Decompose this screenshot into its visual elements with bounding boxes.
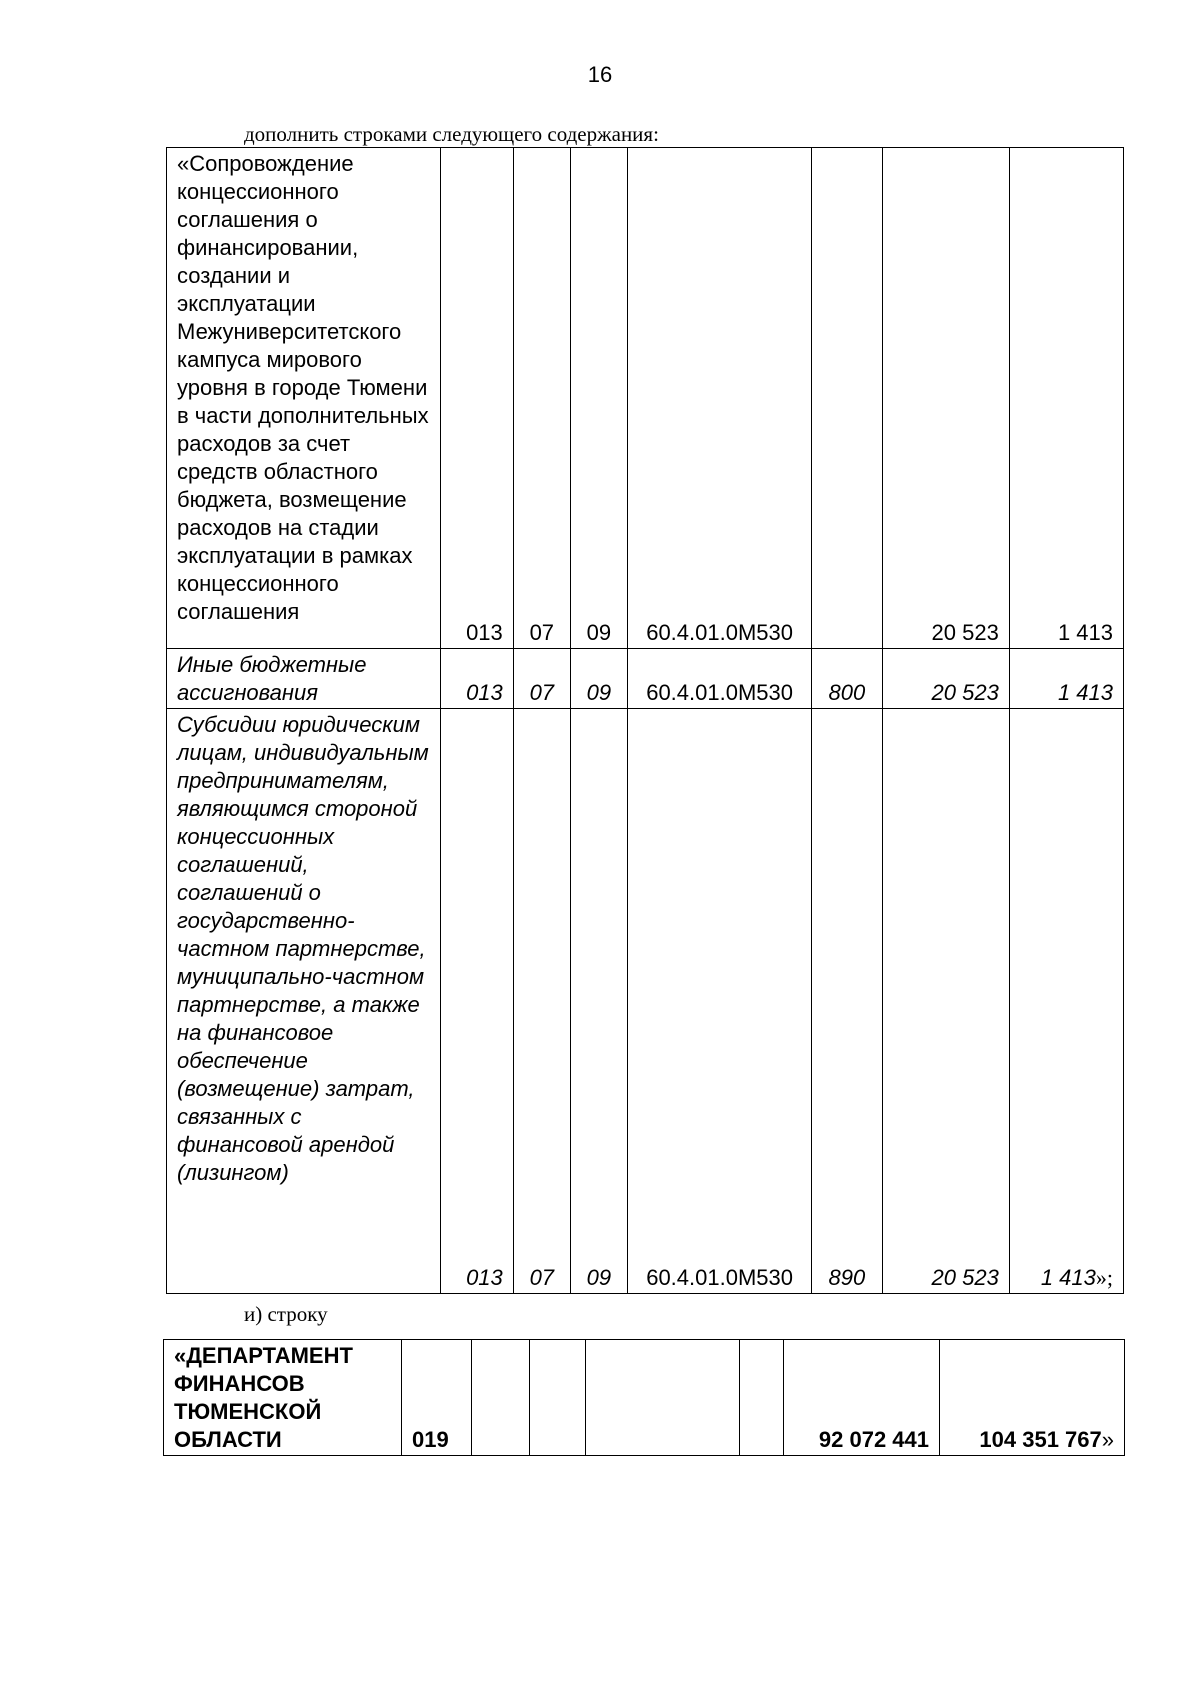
row-name: Иные бюджетные ассигнования [167, 649, 441, 709]
ministry-code: 013 [441, 148, 513, 649]
subsection-code: 09 [570, 649, 627, 709]
ministry-code: 013 [441, 649, 513, 709]
department-name: «ДЕПАРТАМЕНТ ФИНАНСОВ ТЮМЕНСКОЙ ОБЛАСТИ [164, 1340, 402, 1456]
amount-1: 20 523 [882, 709, 1009, 1294]
department-table [163, 1339, 1125, 1456]
budget-rows-table [166, 147, 1124, 1294]
amount-2: 1 413»; [1009, 709, 1123, 1294]
section-code [472, 1340, 530, 1456]
subsection-code [530, 1340, 586, 1456]
table-row [167, 709, 1124, 1294]
subsection-code: 09 [570, 148, 627, 649]
section-code: 07 [513, 709, 570, 1294]
amount-2: 1 413 [1009, 148, 1123, 649]
row-name: Субсидии юридическим лицам, индивидуальным предпринимателям, являющимся стороной концессионных соглашений, соглашений о государственно-частном партнерстве, муниципально-частном партнерстве, а также на финансовое обеспечение (возмещение) затрат, связанных с финансовой арендой (лизингом) [167, 709, 441, 1294]
section-code: 07 [513, 148, 570, 649]
amount-1: 20 523 [882, 649, 1009, 709]
row-name: «Сопровождение концессионного соглашения о финансировании, создании и эксплуатации Межуниверситетского кампуса мирового уровня в городе Тюмени в части дополнительных расходов за счет средств областного бюджета, возмещение расходов на стадии эксплуатации в рамках концессионного соглашения [167, 148, 441, 649]
intro-and-row-text: и) строку [244, 1302, 328, 1326]
amount-1: 92 072 441 [784, 1340, 940, 1456]
subsection-code: 09 [570, 709, 627, 1294]
target-code: 60.4.01.0М530 [627, 709, 811, 1294]
ministry-code: 013 [441, 709, 513, 1294]
amount-1: 20 523 [882, 148, 1009, 649]
page-number: 16 [587, 62, 613, 87]
table-row [167, 649, 1124, 709]
expense-type-code [812, 148, 882, 649]
amount-2: 104 351 767» [940, 1340, 1125, 1456]
expense-type-code: 890 [812, 709, 882, 1294]
department-row [164, 1340, 1125, 1456]
table-row [167, 148, 1124, 649]
target-code: 60.4.01.0М530 [627, 148, 811, 649]
expense-type-code [740, 1340, 784, 1456]
expense-type-code: 800 [812, 649, 882, 709]
amount-2: 1 413 [1009, 649, 1123, 709]
section-code: 07 [513, 649, 570, 709]
intro-add-rows-text: дополнить строками следующего содержания: [244, 122, 659, 146]
ministry-code: 019 [402, 1340, 472, 1456]
target-code [586, 1340, 740, 1456]
target-code: 60.4.01.0М530 [627, 649, 811, 709]
